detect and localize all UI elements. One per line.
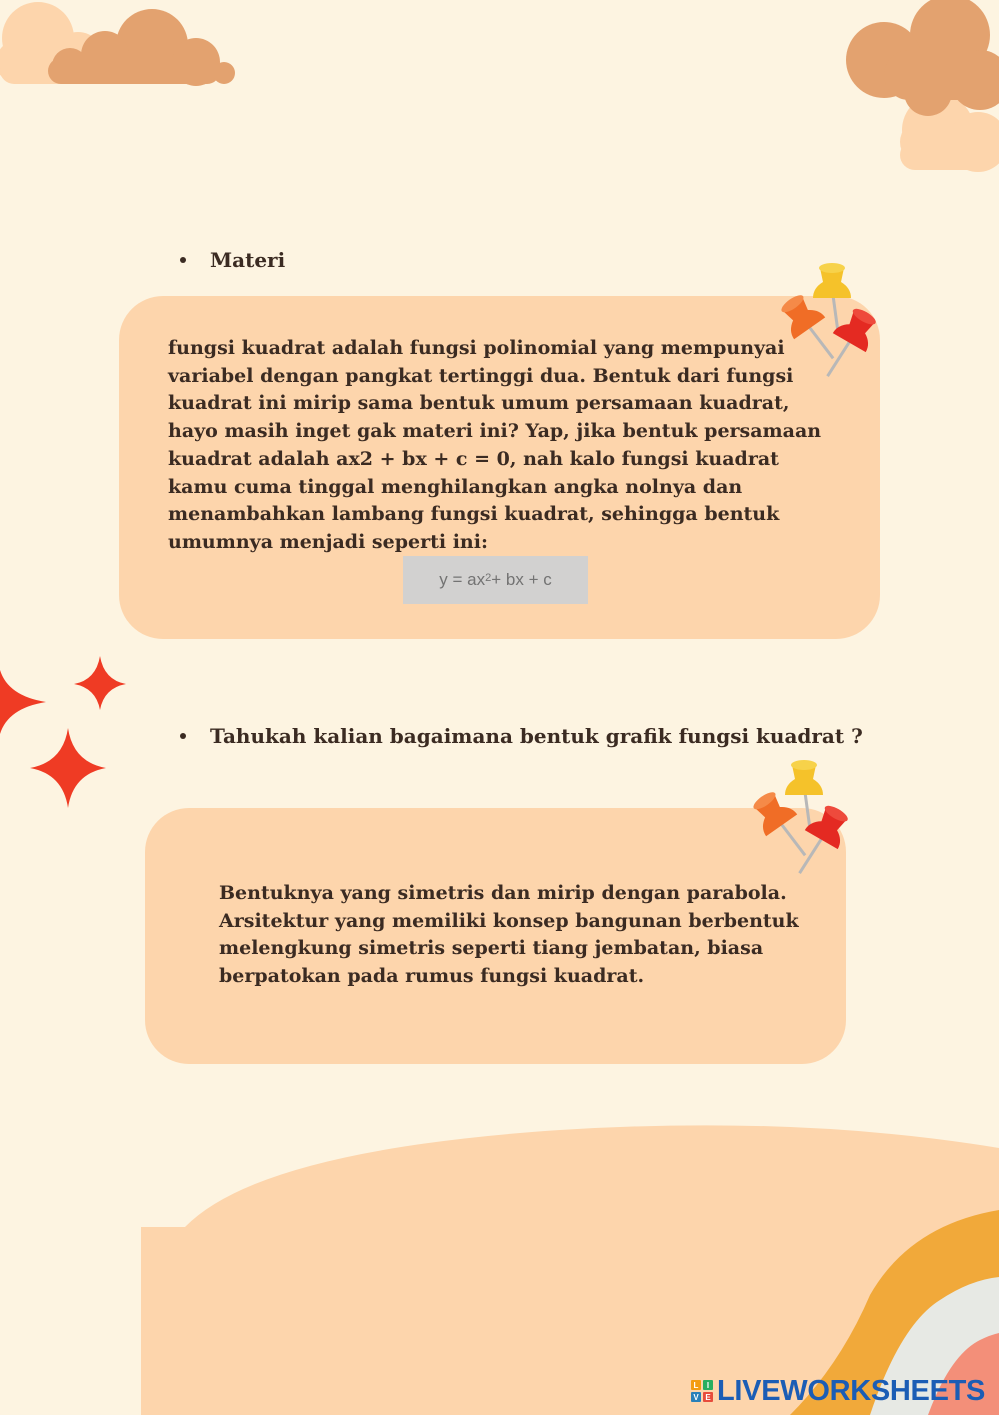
formula-left: y = ax xyxy=(439,570,486,589)
formula-exponent: 2 xyxy=(485,572,492,584)
logo-text: LIVEWORKSHEETS xyxy=(717,1374,986,1407)
section-heading-grafik xyxy=(180,724,863,748)
logo-grid-icon: L I V E xyxy=(691,1380,713,1402)
sparkle-icon xyxy=(0,650,135,815)
formula-right: + bx + c xyxy=(491,570,552,589)
cloud-icon xyxy=(0,0,240,100)
bullet-dot xyxy=(180,257,186,263)
section1-heading: Materi xyxy=(210,248,286,272)
bullet-dot xyxy=(180,733,186,739)
cloud-icon xyxy=(840,0,999,175)
push-pin-icon xyxy=(742,755,857,885)
materi-text: fungsi kuadrat adalah fungsi polinomial yang mempunyai variabel dengan pangkat tertinggi dua. Bentuk dari fungsi kuadrat ini mirip sama bentuk umum persamaan kuadrat, hayo masih inget gak materi ini? Yap, jika bentuk persamaan kuadrat adalah ax2 + bx + c = 0, nah kalo fungsi kuadrat kamu cuma tinggal menghilangkan angka nolnya dan menambahkan lambang fungsi kuadrat, sehingga bentuk umumnya menjadi seperti ini: xyxy=(168,337,822,553)
section2-heading: Tahukah kalian bagaimana bentuk grafik fungsi kuadrat ? xyxy=(210,724,863,748)
section-heading-materi xyxy=(180,248,285,272)
push-pin-icon xyxy=(770,258,885,388)
grafik-text: Bentuknya yang simetris dan mirip dengan parabola. Arsitektur yang memiliki konsep bangunan berbentuk melengkung simetris seperti tiang jembatan, biasa berpatokan pada rumus fungsi kuadrat. xyxy=(219,882,799,988)
formula-box xyxy=(403,556,588,604)
liveworksheets-logo xyxy=(691,1374,985,1408)
